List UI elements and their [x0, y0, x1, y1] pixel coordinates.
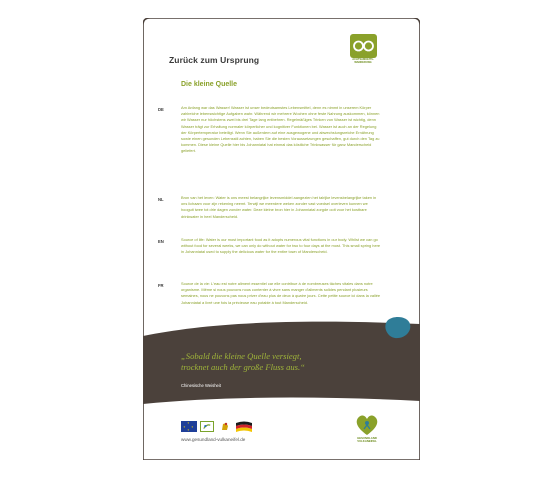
germany-flag-icon: [236, 421, 252, 432]
lang-label-en: EN: [158, 239, 164, 244]
info-sign: [143, 18, 420, 460]
rlp-lion-icon: [218, 421, 232, 432]
sign-subtitle: Die kleine Quelle: [181, 81, 238, 88]
website-url: www.gesundland-vulkaneifel.de: [181, 437, 246, 442]
lang-label-fr: FR: [158, 283, 164, 288]
heart-figure-icon: [355, 414, 379, 436]
leader-logo-icon: [200, 421, 214, 432]
logo-bottom-label: GESUNDLAND VULKANEIFEL: [357, 436, 377, 444]
paragraph-fr: Source de la vie: L'eau est notre aliment essentiel car elle contribue à de nombreuses tâches vitales dans notre organisme. Même si nous pouvons nous contenter à vivre sans manger d'aliments solides pendant plusieurs semaines, nous ne pouvons pas nous priver d'eau plus de deux à quatre jours. Cette petite source ici dans la vallée Johanniatal a livré une fois la précieuse eau potable à tout Manderscheid.: [181, 281, 381, 305]
lang-label-nl: NL: [158, 197, 164, 202]
logo-top-label: ACHTSAMKEITS- WANDERUNG: [352, 58, 374, 65]
glasses-icon: [350, 34, 377, 58]
quote: „Sobald die kleine Quelle versiegt, trocknet auch der große Fluss aus.“: [181, 351, 305, 372]
sign-title: Zurück zum Ursprung: [169, 55, 260, 65]
water-drop-icon: [384, 316, 411, 339]
lang-label-de: DE: [158, 107, 164, 112]
eu-flag-icon: ✦ ✦ ✦ ✦: [181, 421, 197, 432]
paragraph-de: Am Anfang war das Wasser! Wasser ist unser bedeutsamstes Lebensmittel, denn es nimmt in unserem Körper zahlreiche lebenswichtige Aufgaben wahr. Während wir mehrere Wochen ohne feste Nahrung auskommen, können wir Wasser nur höchstens zwei bis drei Tage lang entbehren. Regelmäßiges Trinken von Wasser ist wichtig, denn Wasser trägt zur Erhaltung normaler körperlicher und kognitiver Funktionen bei. Wasser ist auch an der Regelung der Körpertemperatur beteiligt. Wenn Sie außerdem auf eine ausgewogene und abwechslungsreiche Ernährung sowie einen gesunden Lebensstil achten, haben Sie die besten Voraussetzungen geschaffen, gut durch den Tag zu kommen. Diese kleine Quelle hier bis Johanniatal hat einmal das köstliche Trinkwasser für ganz Manderscheid geliefert.: [181, 105, 380, 154]
quote-source: Chinesische Weisheit: [181, 383, 221, 388]
paragraph-en: Source of life: Water is our most important food as it adopts numerous vital functions in our body. Whilst we can go without food for several weeks, we can only do without water for two to four days at the most. This small spring here in Johanniatal used to supply the delicious water for the entire town of Manderscheid.: [181, 237, 381, 255]
paragraph-nl: Bron van het leven: Water is ons meest belangrijke levensmiddel aangezien het talrijke levensbelangrijke taken in ons lichaam voor zijn rekening neemt. Terwijl we meerdere weken zonder vast voedsel overleven kunnen we hooguit twee tot drie dagen zonder water. Deze kleine bron hier in Johanniatal zorgde ooit voor het kostbare drinkwater in heel Manderscheid.: [181, 195, 377, 219]
